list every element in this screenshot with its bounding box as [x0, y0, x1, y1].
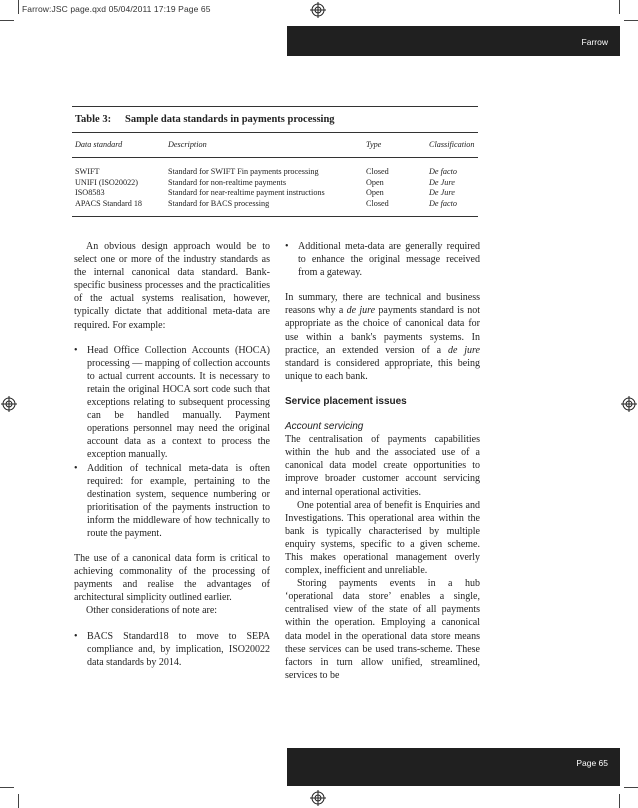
table-cell: UNIFI (ISO20022) [75, 177, 138, 187]
crop-mark-bottom-left-h [0, 787, 14, 788]
registration-mark-left-icon [1, 396, 17, 412]
body-paragraph: Storing payments events in a hub ‘operational data store’ enables a single, centralised view of the state of all payments within the operation. Employing a canonical data model in the operational data store means these services can be used trans-scheme. These factors in turn allow unified, streamlined, services to be [285, 578, 480, 681]
registration-mark-top-icon [310, 2, 326, 18]
table-cell: De facto [429, 167, 457, 176]
crop-mark-top-right-v [619, 0, 620, 14]
table-cell: SWIFT [75, 167, 100, 176]
registration-mark-right-icon [621, 396, 637, 412]
crop-mark-bottom-right-h [624, 787, 638, 788]
column-header: Data standard [75, 140, 123, 149]
footer-band [287, 748, 620, 786]
body-paragraph: One potential area of benefit is Enquiries and Investigations. This operational area within the bank is typically characterised by multiple enquiry systems, specific to a given scheme. This makes operational management overly complex, inefficient and unreliable. [285, 499, 480, 577]
table-cell: Open [366, 188, 384, 197]
column-header: Description [168, 140, 207, 149]
table-cell: Standard for non-realtime payments [168, 177, 286, 187]
running-head-band [287, 26, 620, 56]
subsection-heading: Account servicing [285, 421, 364, 433]
section-heading: Service placement issues [285, 395, 407, 407]
table-cell: De Jure [429, 188, 455, 197]
data-standards-table [72, 106, 478, 217]
bullet-list [285, 240, 480, 279]
summary-paragraph: In summary, there are technical and business reasons why a de jure payments standard is not appropriate as the choice of canonical data for use within a bank's payments systems. In practice, an extended version of a de jure standard is considered appropriate, this being unique to each bank. [285, 292, 480, 382]
running-head: Farrow [581, 37, 608, 47]
table-header-row [72, 133, 478, 158]
registration-mark-bottom-icon [310, 790, 326, 806]
table-cell: Closed [366, 167, 389, 176]
table-cell: De facto [429, 198, 457, 208]
column-header: Type [366, 140, 382, 149]
list-item: • BACS Standard18 to move to SEPA compliance and, by implication, ISO20022 data standards by 2014. [74, 630, 270, 669]
table-caption [72, 107, 478, 132]
crop-mark-top-left-h [0, 20, 14, 21]
crop-mark-top-left-v [18, 0, 19, 14]
table-bottom-rule [72, 216, 478, 217]
table-cell: Standard for SWIFT Fin payments processing [168, 167, 319, 176]
print-slug: Farrow:JSC page.qxd 05/04/2011 17:19 Page 65 [22, 4, 211, 14]
right-column [285, 240, 480, 682]
crop-mark-bottom-right-v [619, 794, 620, 808]
crop-mark-bottom-left-v [18, 794, 19, 808]
column-header: Classification [429, 140, 475, 149]
list-item: • Addition of technical meta-data is often required: for example, pertaining to the destination system, sequence numbering or prioritisation of the payments instruction to inform the middleware of how technically to route the payment. [74, 462, 270, 541]
left-column [74, 240, 270, 669]
body-paragraph: Other considerations of note are: [86, 605, 218, 617]
bullet-list [74, 344, 270, 540]
list-item: • Additional meta-data are generally required to enhance the original message received from a gateway. [285, 240, 480, 279]
table-row [72, 178, 478, 189]
table-cell: De Jure [429, 177, 455, 187]
page-number: Page 65 [576, 758, 608, 768]
table-row [72, 199, 478, 217]
body-paragraph: The use of a canonical data form is critical to achieving commonality of the processing of payments and realise the advantages of architectural simplicity outlined earlier. [74, 553, 270, 604]
intro-paragraph: An obvious design approach would be to select one or more of the industry standards as the internal canonical data standard. Bank-specific business processes and the practicalities of the actual systems realisation, however, typically dictate that additional meta-data are required. For example: [74, 241, 270, 331]
table-row [72, 158, 478, 178]
table-row [72, 188, 478, 199]
table-title: Sample data standards in payments processing [125, 114, 335, 125]
table-cell: APACS Standard 18 [75, 198, 143, 208]
table-cell: Open [366, 177, 384, 187]
list-item: • Head Office Collection Accounts (HOCA) processing — mapping of collection accounts to actual current accounts. It is necessary to retain the original HOCA sort code such that exceptions relating to subsequent processing can be handled manually. Payment operations personnel may need the original account data as a context to process the exception manually. [74, 344, 270, 462]
table-cell: Standard for BACS processing [168, 198, 270, 208]
table-cell: ISO8583 [75, 188, 105, 197]
table-cell: Standard for near-realtime payment instructions [168, 188, 325, 197]
body-paragraph: The centralisation of payments capabilities within the hub and the associated use of a canonical data model create opportunities to improve broader customer account servicing and internal operational activities. [285, 434, 480, 498]
table-cell: Closed [366, 198, 389, 208]
crop-mark-top-right-h [624, 20, 638, 21]
table-number: Table 3: [75, 114, 112, 125]
table-grid [72, 133, 478, 216]
bullet-list [74, 630, 270, 669]
